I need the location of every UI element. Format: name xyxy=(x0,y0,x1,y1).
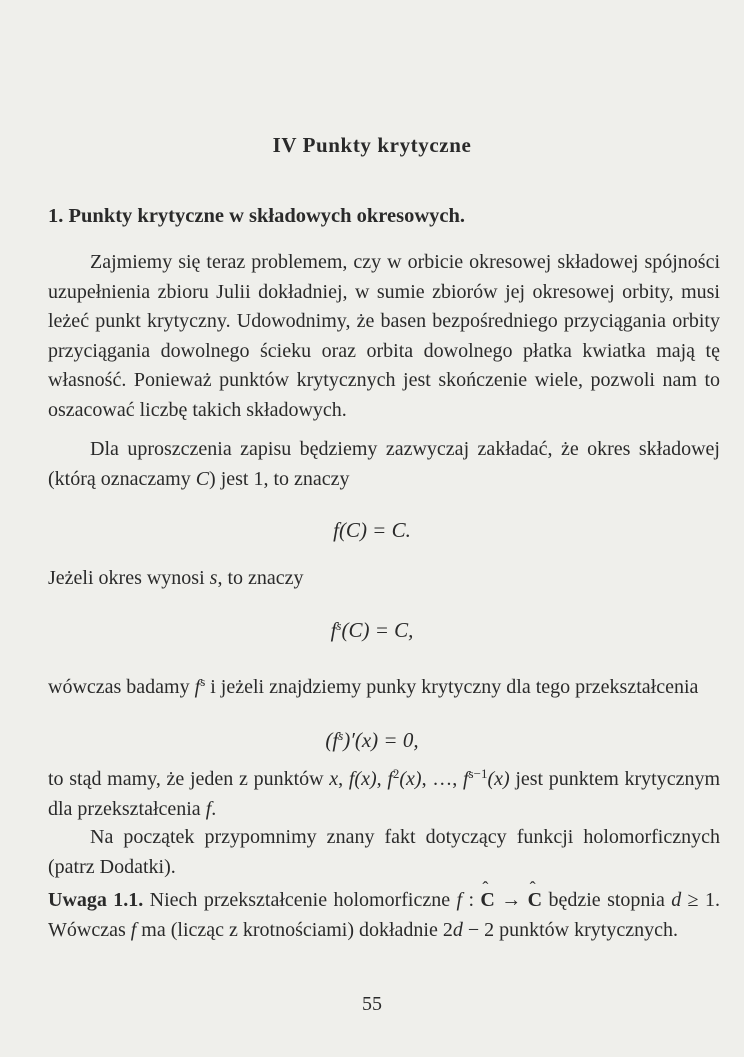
page-number: 55 xyxy=(362,993,382,1015)
riemann-sphere-symbol: ˆ C xyxy=(480,886,494,916)
paragraph-period-assumption: Dla uproszczenia zapisu będziemy zazwyczaj zakładać, że okres składowej (którą oznaczamy C) jest 1, to znaczy xyxy=(48,438,720,490)
equation-fixed-component: f(C) = C. xyxy=(333,518,411,542)
riemann-sphere-symbol: ˆ C xyxy=(528,886,542,916)
paragraph-period-s: Jeżeli okres wynosi s, to znaczy xyxy=(48,567,304,589)
remark-1-1: Uwaga 1.1. Niech przekształcenie holomorficzne f : ˆ C → ˆ C będzie stopnia d ≥ 1. Wówczas f ma (licząc z krotnościami) dokładnie 2d − 2 punktów krytycznych. xyxy=(48,886,720,945)
paragraph-study-iterate: wówczas badamy $f^s$ i jeżeli znajdziemy punky krytyczny dla tego przekształcenia xyxy=(48,674,699,698)
paragraph-intro: Zajmiemy się teraz problemem, czy w orbicie okresowej składowej spójności uzupełnienia zbioru Julii dokładniej, w sumie zbiorów jej okresowej orbity, musi leżeć punkt krytyczny. Udowodnimy, że basen bezpośredniego przyciągania orbity przyciągania dowolnego ścieku oraz orbita dowolnego płatka kwiatka mają tę własność. Ponieważ punktów krytycznych jest skończenie wiele, pozwoli nam to oszacować liczbę takich składowych. xyxy=(48,251,720,421)
chapter-title: IV Punkty krytyczne xyxy=(272,133,472,157)
section-title: 1. Punkty krytyczne w składowych okresowych. xyxy=(48,205,466,227)
equation-iterate-fixed: $f^s(C) = C$, xyxy=(330,618,414,642)
equation-derivative-zero: $(f^s)'(x) = 0$, xyxy=(325,728,419,752)
remark-label: Uwaga 1.1. xyxy=(48,889,144,911)
paragraph-conclusion: to stąd mamy, że jeden z punktów x, f(x), $f^2(x)$, …, $f^{s-1}(x)$ jest punktem krytycznym dla przekształcenia f. xyxy=(48,766,721,820)
paragraph-recall-fact: Na początek przypomnimy znany fakt dotyczący funkcji holomorficznych (patrz Dodatki). xyxy=(48,826,720,878)
